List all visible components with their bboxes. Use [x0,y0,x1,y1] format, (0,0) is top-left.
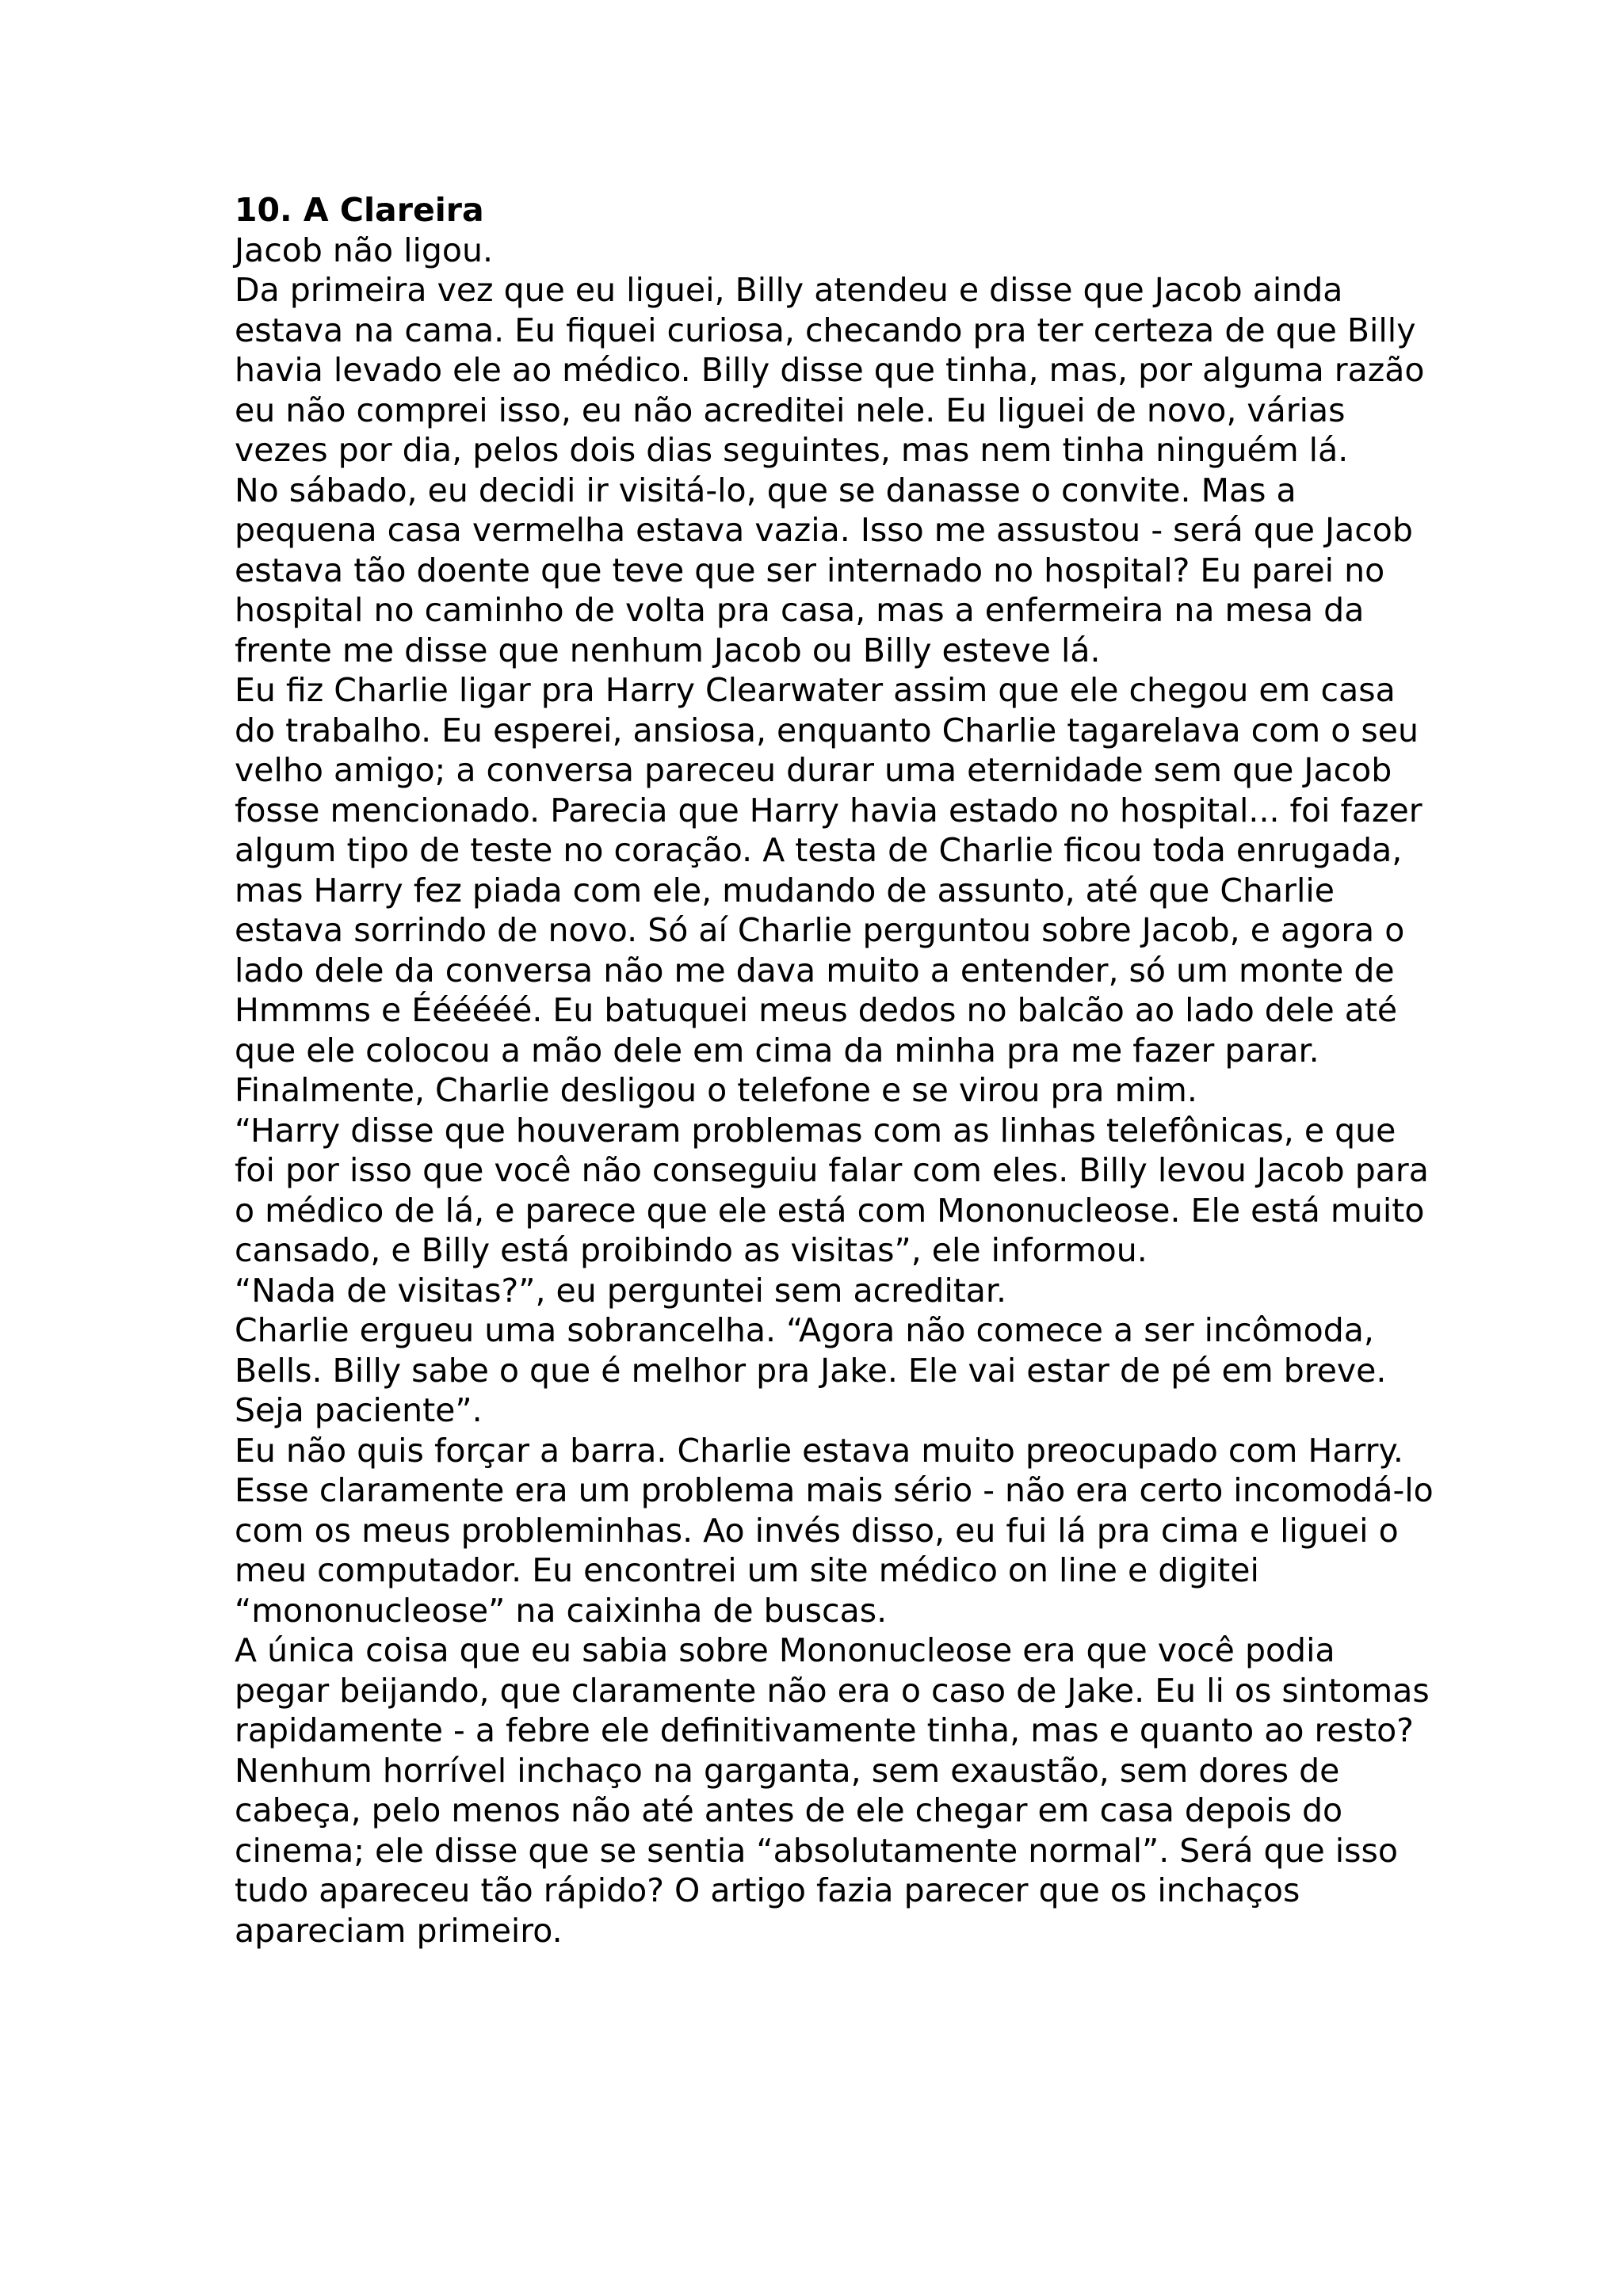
chapter-title: 10. A Clareira [235,191,484,229]
paragraph: Eu fiz Charlie ligar pra Harry Clearwater assim que ele chegou em casa do trabalho. Eu esperei, ansiosa, enquanto Charlie tagarelava com o seu velho amigo; a conversa pareceu durar uma eternidade sem que Jacob fosse mencionado. Parecia que Harry havia estado no hospital... foi fazer algum tipo de teste no coração. A testa de Charlie ficou toda enrugada, mas Harry fez piada com ele, mudando de assunto, até que Charlie estava sorrindo de novo. Só aí Charlie perguntou sobre Jacob, e agora o lado dele da conversa não me dava muito a entender, só um monte de Hmmms e Éééééé. Eu batuquei meus dedos no balcão ao lado dele até que ele colocou a mão dele em cima da minha pra me fazer parar. [235,671,1423,1070]
page-content [235,190,1439,1951]
paragraph: Da primeira vez que eu liguei, Billy atendeu e disse que Jacob ainda estava na cama. Eu fiquei curiosa, checando pra ter certeza de que Billy havia levado ele ao médico. Billy disse que tinha, mas, por alguma razão eu não comprei isso, eu não acreditei nele. Eu liguei de novo, várias vezes por dia, pelos dois dias seguintes, mas nem tinha ninguém lá. [235,271,1425,469]
paragraph: Jacob não ligou. [235,231,494,269]
paragraph: Eu não quis forçar a barra. Charlie estava muito preocupado com Harry. Esse claramente era um problema mais sério - não era certo incomodá-lo com os meus probleminhas. Ao invés disso, eu fui lá pra cima e liguei o meu computador. Eu encontrei um site médico on line e digitei “mononucleose” na caixinha de buscas. [235,1431,1434,1630]
paragraph: Finalmente, Charlie desligou o telefone e se virou pra mim. [235,1071,1197,1109]
paragraph: “Nada de visitas?”, eu perguntei sem acreditar. [235,1271,1007,1310]
paragraph: Charlie ergueu uma sobrancelha. “Agora não comece a ser incômoda, Bells. Billy sabe o que é melhor pra Jake. Ele vai estar de pé em breve. Seja paciente”. [235,1311,1387,1429]
paragraph: A única coisa que eu sabia sobre Mononucleose era que você podia pegar beijando, que claramente não era o caso de Jake. Eu li os sintomas rapidamente - a febre ele definitivamente tinha, mas e quanto ao resto? [235,1631,1430,1749]
paragraph: “Harry disse que houveram problemas com as linhas telefônicas, e que foi por isso que você não conseguiu falar com eles. Billy levou Jacob para o médico de lá, e parece que ele está com Mononucleose. Ele está muito cansado, e Billy está proibindo as visitas”, ele informou. [235,1111,1429,1269]
paragraph: No sábado, eu decidi ir visitá-lo, que se danasse o convite. Mas a pequena casa vermelha estava vazia. Isso me assustou - será que Jacob estava tão doente que teve que ser internado no hospital? Eu parei no hospital no caminho de volta pra casa, mas a enfermeira na mesa da frente me disse que nenhum Jacob ou Billy esteve lá. [235,471,1413,669]
paragraph: Nenhum horrível inchaço na garganta, sem exaustão, sem dores de cabeça, pelo menos não até antes de ele chegar em casa depois do cinema; ele disse que se sentia “absolutamente normal”. Será que isso tudo apareceu tão rápido? O artigo fazia parecer que os inchaços apareciam primeiro. [235,1751,1398,1950]
